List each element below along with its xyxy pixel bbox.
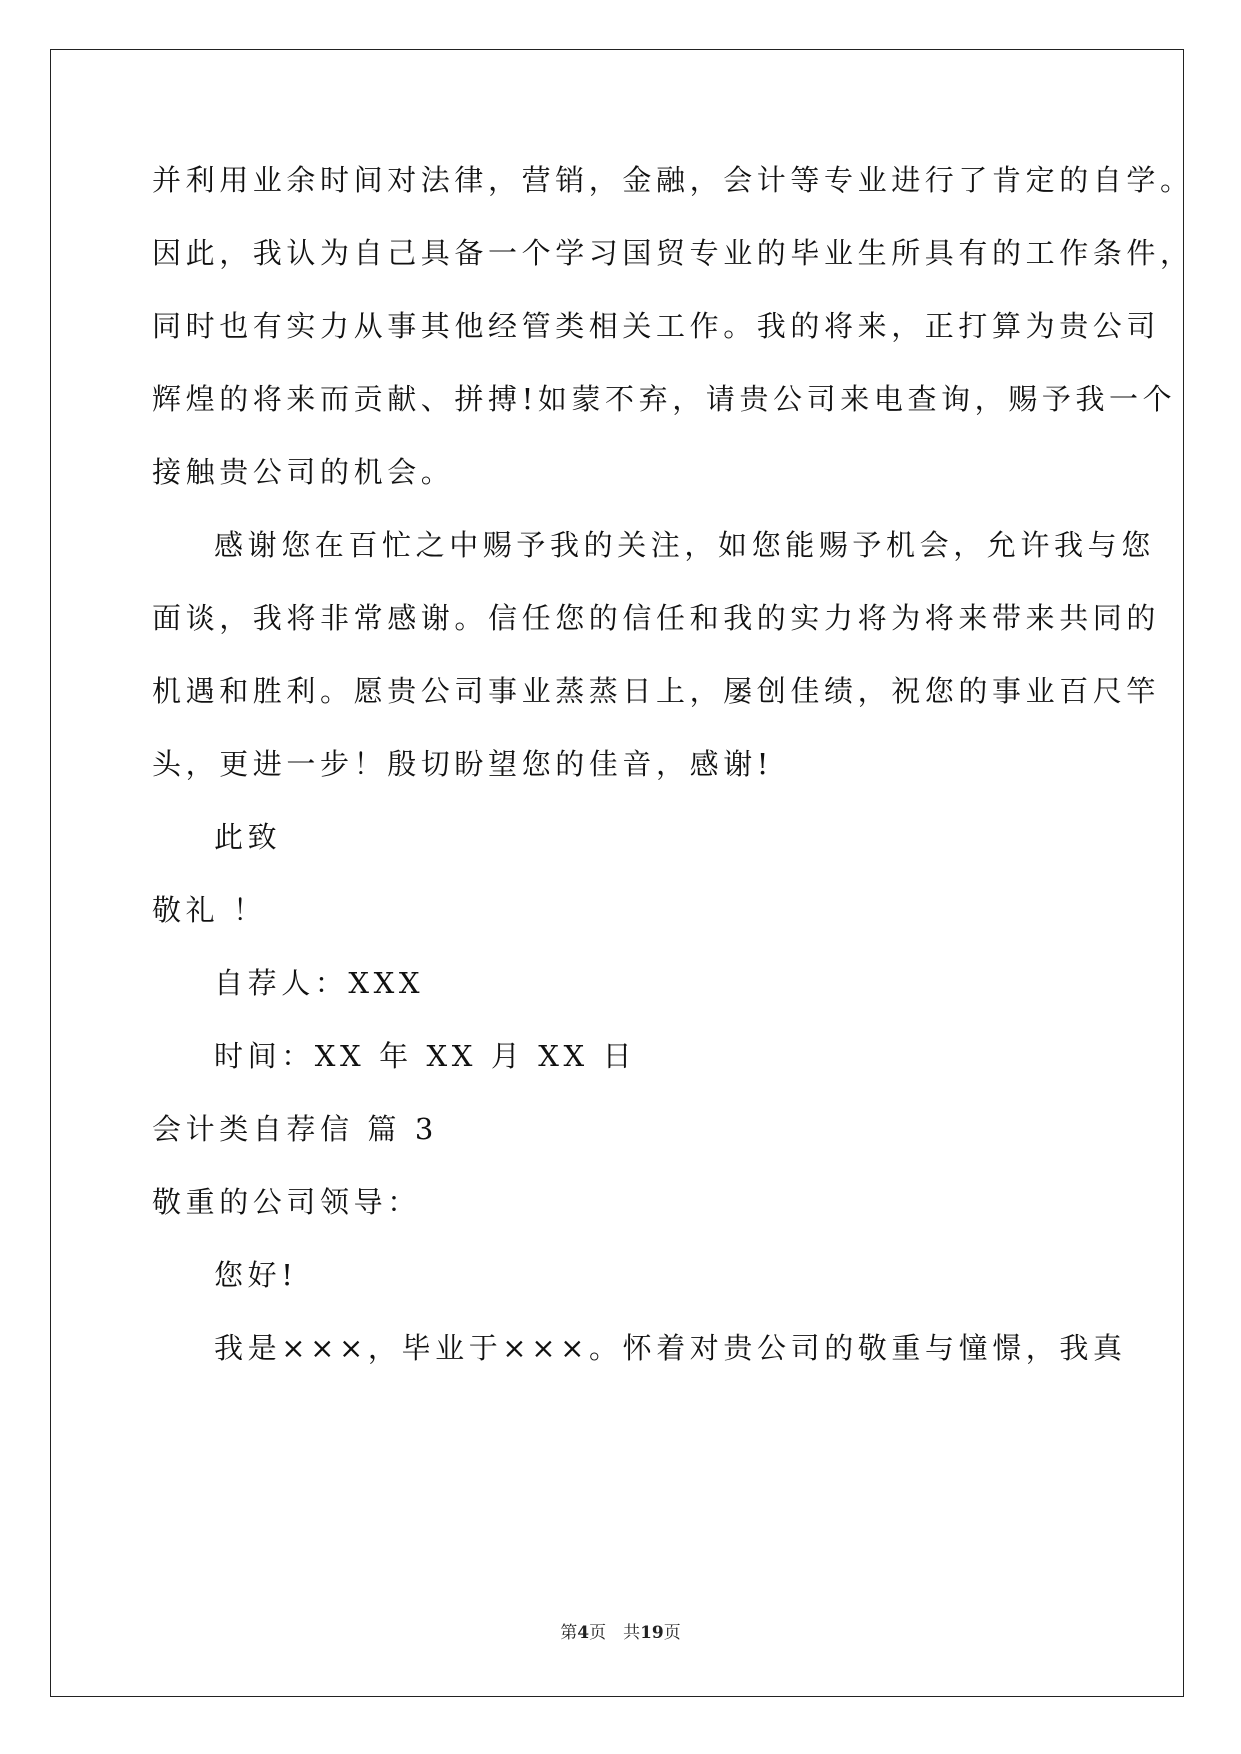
paragraph-start: 感谢您在百忙之中赐予我的关注，如您能赐予机会，允许我与您 — [214, 528, 1155, 562]
body-line: 机遇和胜利。愿贵公司事业蒸蒸日上，屡创佳绩，祝您的事业百尺竿 — [152, 674, 1161, 708]
footer-mid: 页 共 — [589, 1623, 641, 1643]
paragraph-start: 我是×××，毕业于×××。怀着对贵公司的敬重与憧憬，我真 — [214, 1331, 1127, 1365]
page-border — [50, 49, 1184, 1697]
signature-date: 时间：XX 年 XX 月 XX 日 — [214, 1039, 637, 1073]
letter-greeting: 敬重的公司领导： — [152, 1185, 421, 1219]
current-page-number: 4 — [577, 1623, 590, 1643]
footer-suffix: 页 — [663, 1623, 681, 1643]
body-line: 因此，我认为自己具备一个学习国贸专业的毕业生所具有的工作条件， — [152, 236, 1194, 270]
total-page-number: 19 — [640, 1623, 664, 1643]
body-line: 同时也有实力从事其他经管类相关工作。我的将来，正打算为贵公司 — [152, 309, 1161, 343]
body-line: 并利用业余时间对法律，营销，金融，会计等专业进行了肯定的自学。 — [152, 163, 1194, 197]
body-line: 接触贵公司的机会。 — [152, 455, 455, 489]
footer-prefix: 第 — [560, 1623, 578, 1643]
closing-regards: 敬礼 ！ — [152, 893, 267, 927]
signature-name: 自荐人：XXX — [214, 966, 425, 1000]
page-footer — [0, 1618, 1241, 1643]
body-line: 辉煌的将来而贡献、拼搏!如蒙不弃，请贵公司来电查询，赐予我一个 — [152, 382, 1177, 416]
section-heading: 会计类自荐信 篇 3 — [152, 1112, 438, 1146]
body-line: 面谈，我将非常感谢。信任您的信任和我的实力将为将来带来共同的 — [152, 601, 1161, 635]
body-line: 头，更进一步！殷切盼望您的佳音，感谢! — [152, 747, 774, 781]
closing-salutation: 此致 — [214, 820, 282, 854]
letter-hello: 您好! — [214, 1258, 298, 1292]
